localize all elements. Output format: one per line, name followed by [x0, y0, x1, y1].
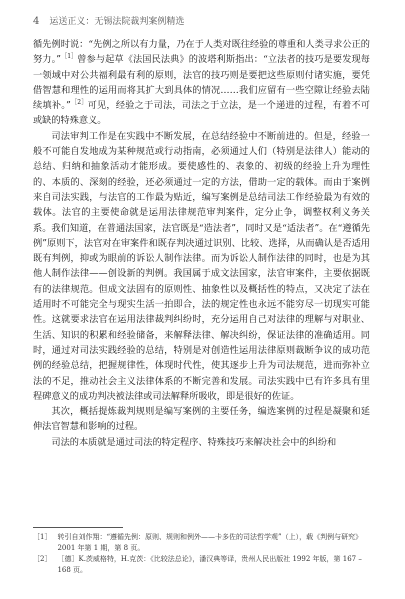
- footnote-text: ［德］K.茨威格特，H.克茨：《比较法总论》，潘汉典等译，贵州人民出版社 1992 年版，第 167 – 168 页。: [57, 555, 362, 574]
- running-title: 运送正义：无锡法院裁判案例精选: [49, 17, 185, 27]
- footnotes: [33, 527, 370, 576]
- footnote-mark: ［1］: [33, 533, 52, 541]
- page-header: [33, 14, 370, 27]
- text-run: 司法的本质就是通过司法的特定程序、特殊技巧来解决社会中的纠纷和: [51, 436, 337, 448]
- text-run: 循先例时说：“先例之所以有力量，乃在于人类对既往经验的尊重和人类寻求公正的努力。”: [33, 39, 370, 66]
- footnote-reference[interactable]: ［2］: [70, 99, 88, 107]
- footnote: [33, 532, 370, 554]
- paragraph: [33, 37, 370, 129]
- footnote-mark: ［2］: [33, 555, 52, 563]
- footnote-rule: [33, 527, 123, 528]
- page-number: 4: [33, 16, 40, 27]
- footnote-reference[interactable]: ［1］: [60, 53, 78, 61]
- text-run: 其次，概括提炼裁判规则是编写案例的主要任务，编选案例的过程是凝聚和延伸法官智慧和影响的过程。: [33, 406, 370, 433]
- paragraph: [33, 435, 370, 450]
- footnote-text: 转引自刘作翔：“遵循先例：原则、规则和例外——卡多佐的司法哲学观”（上），载《判例与研究》2001 年第 1 期，第 8 页。: [57, 533, 363, 552]
- text-run: 司法审判工作是在实践中不断发展，在总结经验中不断前进的。但是，经验一般不可能自发地成为某种规范或行动指南，必须通过人们（特别是法律人）能动的总结、归纳和抽象活动才能形成。要使感性的、表象的、初级的经验上升为理性的、本质的、深刻的经验，还必须通过一定的方法，借助一定的载体。而由于案例来自司法实践，与法官的工作最为贴近，编写案例是总结司法工作经验最为有效的载体。法官的主要使命就是运用法律规范审判案件，定分止争，调整权利义务关系。我们知道，在普通法国家，法官既是“造法者”，同时又是“适法者”。在“遵循先例”原则下，法官对在审案件和既存判决通过识别、比较、选择，从而确认是否适用既有判例，抑或为眼前的诉讼人制作法律。而为诉讼人制作法律的同时，也是为其他人制作法律——创设新的判例。我国属于成文法国家，法官审案件，主要依据既有的法律规范。但成文法固有的原则性、抽象性以及概括性的特点，又决定了法在适用时不可能完全与现实生活一拍即合，法的规定性也永远不能穷尽一切现实可能性。这就要求法官在运用法律裁判纠纷时，充分运用自己对法律的理解与对职业、生活、知识的积累和经验储备，来解释法律、解决纠纷，保证法律的准确适用。同时，通过对司法实践经验的总结，特别是对创造性运用法律原则裁断争议的成功范例的经验总结，把握规律性，体现时代性，使其逐步上升为司法规范，进而弥补立法的不足，推动社会主义法律体系的不断完善和发展。司法实践中已有许多具有里程碑意义的成功判决被法律或司法解释所吸收，即是很好的佐证。: [33, 130, 370, 402]
- paragraph: [33, 404, 370, 435]
- paragraph: [33, 129, 370, 404]
- body-text: [33, 37, 370, 450]
- footnote: [33, 554, 370, 576]
- text-run: 可见，经验之于司法，司法之于立法，是一个递进的过程，有着不可或缺的特殊意义。: [33, 100, 370, 127]
- text-run: 曾参与起草《法国民法典》的波塔利斯指出：“立法者的技巧是要发现每一领域中对公共福利最有利的原则，法官的技巧则是要把这些原则付诸实施，要凭借智慧和理性的运用而将其扩大到具体的情况……我们应留有一些空隙让经验去陆续填补。”: [33, 54, 370, 112]
